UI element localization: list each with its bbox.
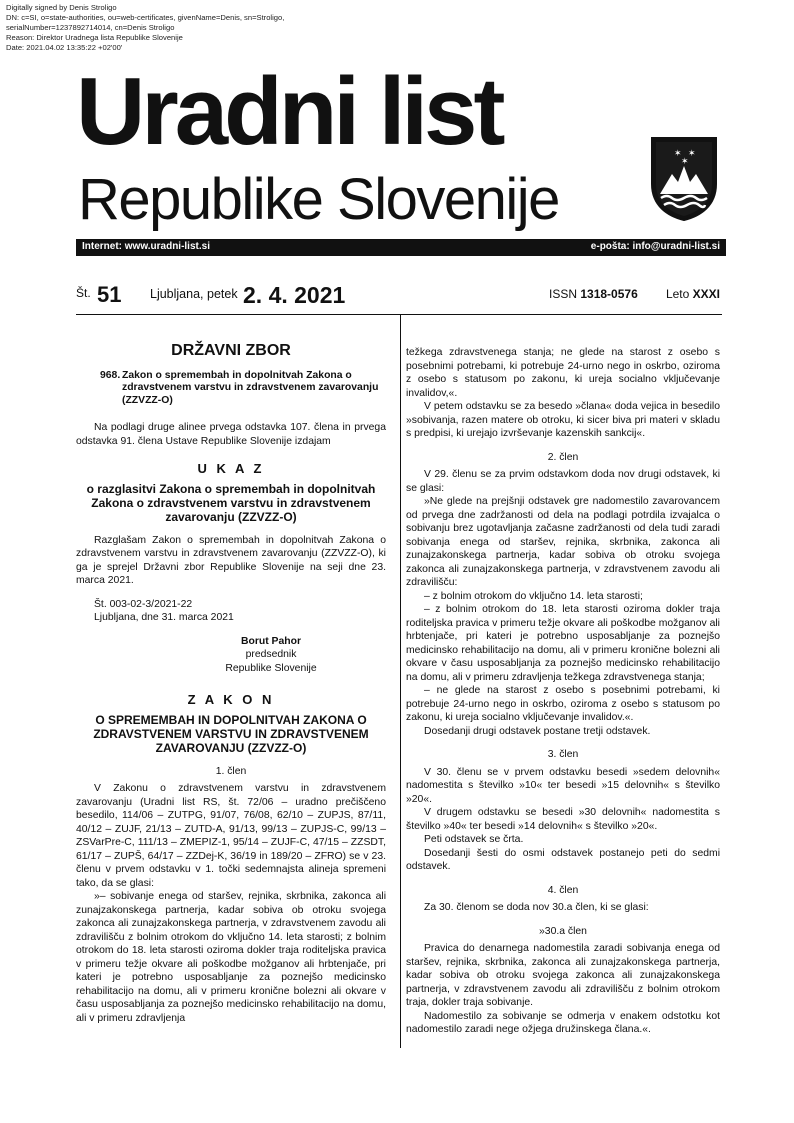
article-paragraph: V 29. členu se za prvim odstavkom doda nov drugi odstavek, ki se glasi: (406, 469, 720, 494)
article-paragraph: – z bolnim otrokom do 18. leta starosti oziroma dokler traja roditeljska pravica v primeru težje okvare ali poškodbe možganov ali hrbtenjače, pri kateri je potrebno usposabljanje za poznejšo medicinsko rehabilitacijo na domu, ali v primeru kronične bolezni ali okvare v času usposabljanja za poznejšo medicinsko rehabilitacijo na domu, ali v primeru zdravljenja težkega zdravstvenega stanja; (406, 604, 720, 683)
article-paragraph: Dosedanji drugi odstavek postane tretji odstavek. (424, 725, 651, 737)
digital-signature (6, 3, 284, 53)
website-link[interactable]: Internet: www.uradni-list.si (82, 241, 210, 252)
volume-label: Leto (665, 287, 690, 301)
article-heading: 3. člen (547, 749, 579, 760)
issue-info (76, 282, 722, 310)
svg-text:✶: ✶ (688, 149, 696, 159)
signer-role: predsednik (245, 649, 297, 660)
ukaz-heading: U K A Z (197, 461, 265, 476)
signature-line: Reason: Direktor Uradnega lista Republike Slovenije (6, 33, 183, 42)
section-heading: DRŽAVNI ZBOR (171, 342, 291, 359)
article-paragraph: Za 30. členom se doda nov 30.a člen, ki se glasi: (424, 902, 649, 913)
issue-date: 2. 4. 2021 (243, 282, 346, 308)
header-divider (76, 314, 722, 315)
signature-line: serialNumber=1237892714014, cn=Denis Stroligo (6, 23, 175, 32)
law-title: O SPREMEMBAH IN DOPOLNITVAH ZAKONA O ZDRAVSTVENEM VARSTVU IN ZDRAVSTVENEM ZAVAROVANJU (ZZVZZ-O) (93, 712, 369, 755)
document-entry (76, 370, 386, 408)
contact-bar (76, 239, 726, 256)
issn-value: 1318-0576 (580, 287, 638, 301)
article-paragraph: Pravica do denarnega nadomestila zaradi sobivanja enega od staršev, rejnika, skrbnika, zakonca ali zunajzakonskega partnerja, kadar sobiva ob otroku svojega zakonca ali zunajzakonskega partnerja, v zdravstvenem zavodu ali zdravilišču z bolnim otrokom traja, dokler traja sobivanje. (406, 943, 720, 1008)
article-paragraph: V petem odstavku se za besedo »člana« doda vejica in besedilo »sobivanja, razen matere ob otroku, ki sicer biva pri materi v skladu s predpisi, ki urejajo izvrševanje kazenskih sankcij«. (406, 401, 720, 439)
signer-name: Borut Pahor (240, 635, 302, 647)
masthead (76, 58, 726, 260)
issue-number-label: Št. (76, 286, 91, 300)
svg-text:✶: ✶ (681, 157, 689, 167)
law-heading: Z A K O N (187, 692, 275, 707)
volume (666, 287, 720, 301)
reference-number: Št. 003-02-3/2021-22 (94, 598, 193, 610)
signature-line: Date: 2021.04.02 13:35:22 +02'00' (6, 43, 123, 52)
ukaz-title: o razglasitvi Zakona o spremembah in dopolnitvah Zakona o zdravstvenem varstvu in zdravstvenem zavarovanju (ZZVZZ-O) (86, 481, 376, 524)
issue-number: 51 (97, 282, 122, 307)
signer-role: Republike Slovenije (225, 662, 317, 674)
right-column (406, 346, 720, 1037)
intro-paragraph: Na podlagi druge alinee prvega odstavka 107. člena in prvega odstavka 91. člena Ustave Republike Slovenije izdajam (76, 422, 386, 447)
svg-text:✶: ✶ (674, 149, 682, 159)
article-paragraph: »Ne glede na prejšnji odstavek gre nadomestilo zavarovancem od prvega dne zadržanosti od dela na podlagi potrdila izvajalca o sobivanju brez ugotavljanja začasne zadržanosti od dela tudi zaradi sobivanja enega od staršev, rejnika, skrbnika, zakonca ali zunajzakonskega partnerja, kadar sobiva ob otroku svojega zakonca ali zunajzakonskega partnerja, v zdravstvenem zavodu ali zdravilišču: (406, 496, 720, 588)
column-divider (400, 314, 401, 1048)
issn (549, 287, 638, 301)
left-column (76, 344, 386, 1025)
article-paragraph: – ne glede na starost z osebo s posebnimi potrebami, ki potrebuje 24-urno nego in oskrbo, oziroma z osebo s statusom po zakonu, ki ureja socialno vključevanje invalidov.«. (406, 685, 720, 723)
publication-title: Uradni list (76, 58, 502, 165)
article-paragraph: Dosedanji šesti do osmi odstavek postanejo peti do sedmi odstavek. (406, 847, 720, 872)
article-paragraph: V drugem odstavku se besedi »30 delovnih« nadomestita s številko »40« ter besedi »14 delovnih« s številko »20«. (406, 807, 720, 832)
article-paragraph: Nadomestilo za sobivanje se odmerja v enakem odstotku kot nadomestilo zaradi nege ožjega družinskega člana.«. (406, 1010, 720, 1035)
article-heading: 2. člen (547, 451, 579, 463)
signature-line: DN: c=SI, o=state-authorities, ou=web-certificates, givenName=Denis, sn=Stroligo, (6, 13, 285, 22)
email-link[interactable]: e-pošta: info@uradni-list.si (590, 241, 720, 252)
article-heading: »30.a člen (539, 925, 587, 937)
article-paragraph: težkega zdravstvenega stanja; ne glede na starost z osebo s posebnimi potrebami, ki potrebuje 24-urno nego in oskrbo, oziroma z osebo s statusom po zakonu, ki ureja socialno vključevanje invalidov,«. (406, 347, 720, 399)
promulgation-paragraph: Razglašam Zakon o spremembah in dopolnitvah Zakona o zdravstvenem varstvu in zdravstvenem zavarovanju (ZZVZZ-O), ki ga je sprejel Državni zbor Republike Slovenije na seji dne 23. marca 2021. (76, 534, 386, 586)
entry-number: 968. (100, 369, 121, 381)
article-paragraph: V 30. členu se v prvem odstavku besedi »sedem delovnih« nadomestita s številko »10« ter besedi »15 delovnih« s številko »20«. (406, 766, 720, 805)
publication-subtitle: Republike Slovenije (78, 167, 559, 232)
issue-place: Ljubljana, petek (150, 287, 238, 301)
article-heading: 1. člen (215, 765, 247, 777)
article-paragraph: »– sobivanje enega od staršev, rejnika, skrbnika, zakonca ali zunajzakonskega partnerja, kadar sobiva ob otroku svojega zakonca ali zunajzakonskega partnerja, v zdravstvenem zavodu ali zdravilišču z bolnim otrokom do vključno 14. leta starosti; z bolnim otrokom do 18. leta starosti oziroma dokler traja roditeljska pravica v primeru težje okvare ali poškodbe možganov ali hrbtenjače, pri kateri je potrebno usposabljanje za poznejšo medicinsko rehabilitacijo na domu, ali v primeru kronične bolezni ali okvare v času usposabljanja za poznejšo medicinsko rehabilitacijo na domu, ali v primeru zdravljenja (76, 891, 386, 1024)
article-heading: 4. člen (547, 884, 579, 896)
article-paragraph: Peti odstavek se črta. (424, 834, 524, 845)
coat-of-arms-icon (650, 136, 718, 222)
signature-line: Digitally signed by Denis Stroligo (6, 3, 117, 12)
article-paragraph: V Zakonu o zdravstvenem varstvu in zdravstvenem zavarovanju (Uradni list RS, št. 72/06 – uradno prečiščeno besedilo, 114/06 – ZUTPG, 91/07, 76/08, 62/10 – ZUPJS, 87/11, 40/12 – ZUJF, 21/13 – ZUTD-A, 91/13, 99/13 – ZUPJS-C, 99/13 – ZSVarPre-C, 111/13 – ZMEPIZ-1, 95/14 – ZUJF-C, 47/15 – ZZSDT, 61/17 – ZUPŠ, 64/17 – ZZDej-K, 36/19 in 189/20 – ZFRO) se v 23. členu v prvem odstavku v 1. točki sedemnajsta alineja spremeni tako, da se glasi: (76, 783, 386, 889)
reference-date: Ljubljana, dne 31. marca 2021 (94, 612, 234, 623)
entry-title: Zakon o spremembah in dopolnitvah Zakona o zdravstvenem varstvu in zdravstvenem zavarovanju (ZZVZZ-O) (122, 369, 379, 406)
issn-label: ISSN (549, 287, 578, 301)
article-paragraph: – z bolnim otrokom do vključno 14. leta starosti; (424, 590, 643, 602)
volume-value: XXXI (692, 287, 720, 301)
